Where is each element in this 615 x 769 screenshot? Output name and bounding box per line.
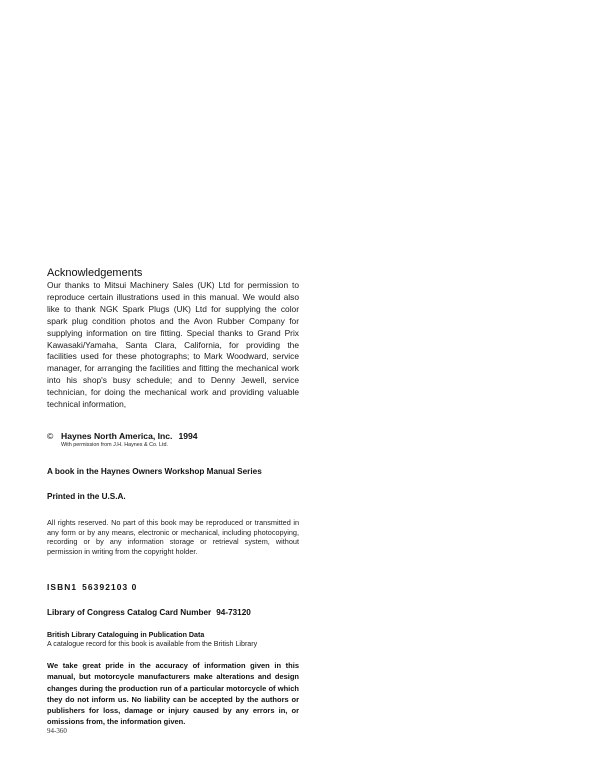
liability-disclaimer: We take great pride in the accuracy of information given in this manual, but motorcycle manufacturers make alterations and design changes during the production run of a particular motorcycle of which they do not inform us. No liability can be accepted by the authors or publishers for loss, damage or injury caused by any errors in, or omissions from, the information given. xyxy=(47,661,299,727)
permission-note: With permission from J.H. Haynes & Co. Ltd. xyxy=(61,442,168,448)
copyright-year: 1994 xyxy=(178,431,198,441)
british-library-heading: British Library Cataloguing in Publication Data xyxy=(47,631,205,639)
catalog-code: 94-360 xyxy=(47,727,67,735)
library-of-congress-line xyxy=(47,608,299,618)
printed-in-statement: Printed in the U.S.A. xyxy=(47,492,126,501)
loc-number: 94-73120 xyxy=(216,608,251,617)
rights-reserved-notice: All rights reserved. No part of this book may be reproduced or transmitted in any form or by any means, electronic or mechanical, including photocopying, recording or by any information storage or retrieval system, without permission in writing from the copyright holder. xyxy=(47,518,299,556)
isbn-number: 56392103 0 xyxy=(82,582,138,592)
isbn-line xyxy=(47,582,299,592)
copyright-line xyxy=(47,431,299,442)
series-statement: A book in the Haynes Owners Workshop Manual Series xyxy=(47,467,262,476)
acknowledgements-body: Our thanks to Mitsui Machinery Sales (UK) Ltd for permission to reproduce certain illustrations used in this manual. We would also like to thank NGK Spark Plugs (UK) Ltd for supplying the color spark plug condition photos and the Avon Rubber Company for supplying information on tire fitting. Special thanks to Grand Prix Kawasaki/Yamaha, Santa Clara, California, for providing the facilities used for these photographs; to Mark Woodward, service manager, for arranging the facilities and fitting the mechanical work into his shop's busy schedule; and to Denny Jewell, service technician, for doing the mechanical work and providing valuable technical information, xyxy=(47,280,299,410)
loc-label: Library of Congress Catalog Card Number xyxy=(47,608,212,617)
copyright-holder: Haynes North America, Inc. xyxy=(61,431,173,441)
copyright-icon: © xyxy=(47,431,54,441)
isbn-label: ISBN1 xyxy=(47,582,78,592)
acknowledgements-heading: Acknowledgements xyxy=(47,267,143,279)
british-library-body: A catalogue record for this book is available from the British Library xyxy=(47,640,258,648)
